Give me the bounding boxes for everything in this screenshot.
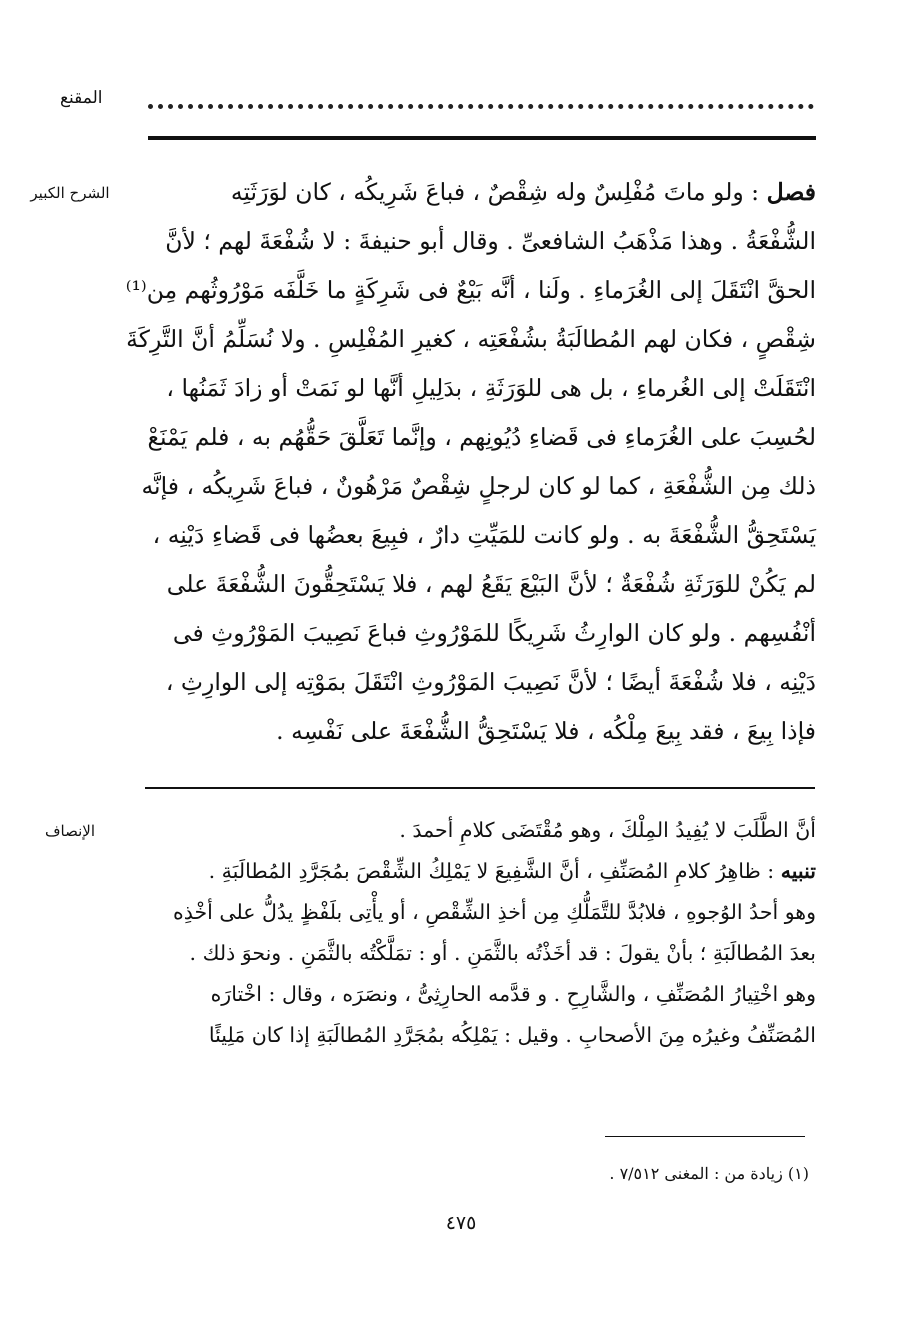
insaf-text-block <box>140 810 816 1056</box>
insaf-line-text: : ظاهِرُ كلامِ المُصَنِّفِ ، أنَّ الشَّفِيعَ لا يَمْلِكُ الشِّقْصَ بمُجَرَّدِ المُطالَبَةِ . <box>208 859 775 883</box>
sharh-line: أنْفُسِهم . ولو كان الوارِثُ شَرِيكًا للمَوْرُوثِ فباعَ نَصِيبَ المَوْرُوثِ فى <box>172 619 816 647</box>
sharh-line: ذلك مِن الشُّفْعَةِ ، كما لو كان لرجلٍ شِقْصٌ مَرْهُونٌ ، فباعَ شَرِيكُه ، فإنَّه <box>141 472 816 500</box>
sharh-line: لم يَكُنْ للوَرَثَةِ شُفْعَةٌ ؛ لأنَّ البَيْعَ يَقَعُ لهم ، فلا يَسْتَحِقُّونَ الشُّفْعَةَ على <box>166 570 816 598</box>
sharh-line: فإذا بِيعَ ، فقد بِيعَ مِلْكُه ، فلا يَسْتَحِقُّ الشُّفْعَةَ على نَفْسِه . <box>276 717 816 745</box>
insaf-line: بعدَ المُطالَبَةِ ؛ بأنْ يقولَ : قد أخَذْتُه بالثَّمَنِ . أو : تمَلَّكْتُه بالثَّمَنِ . ونحوَ ذلك . <box>189 941 816 965</box>
sharh-line: دَيْنِه ، فلا شُفْعَةَ أيضًا ؛ لأنَّ نَصِيبَ المَوْرُوثِ انْتَقَلَ بمَوْتِه إلى الوارِثِ ، <box>165 668 816 696</box>
insaf-line <box>140 851 816 892</box>
sharh-line: لحُسِبَ على الغُرَماءِ فى قَضاءِ دُيُونِهم ، وإنَّما تَعَلَّقَ حَقُّهُم به ، فلم يَمْنَعْ <box>147 423 816 451</box>
header-rule <box>148 136 816 140</box>
insaf-line: المُصَنِّفُ وغيرُه مِنَ الأصحابِ . وقيل : يَمْلِكُه بمُجَرَّدِ المُطالَبَةِ إذا كان مَلِيئًا <box>208 1023 816 1047</box>
sharh-line: يَسْتَحِقُّ الشُّفْعَةَ به . ولو كانت للمَيِّتِ دارٌ ، فبِيعَ بعضُها فى قَضاءِ دَيْنِه ، <box>152 521 816 549</box>
sharh-line: الشُّفْعَةُ . وهذا مَذْهَبُ الشافعىِّ . وقال أبو حنيفةَ : لا شُفْعَةَ لهم ؛ لأنَّ <box>165 227 816 255</box>
section-divider <box>145 787 815 789</box>
sharh-line: الحقَّ انْتَقَلَ إلى الغُرَماءِ . ولَنا ، أنَّه بَيْعٌ فى شَرِكَةٍ ما خَلَّفَه مَوْرُوثُهم مِن⁽¹⁾ <box>125 276 816 304</box>
page-number: ٤٧٥ <box>445 1212 477 1234</box>
sharh-line <box>140 168 816 217</box>
footnote: (١) زيادة من : المغنى ٧/٥١٢ . <box>609 1164 809 1183</box>
sharh-line: شِقْصٍ ، فكان لهم المُطالَبَةُ بشُفْعَتِه ، كغيرِ المُفْلِسِ . ولا نُسَلِّمُ أنَّ التَّرِكَةَ <box>126 325 816 353</box>
side-label-sharh: الشرح الكبير <box>30 184 110 202</box>
insaf-line: وهو اخْتِيارُ المُصَنِّفِ ، والشَّارِحِ . و قدَّمه الحارِثِىُّ ، ونصَرَه ، وقال : اخْتارَه <box>210 982 816 1006</box>
insaf-line: أنَّ الطَّلَبَ لا يُفِيدُ المِلْكَ ، وهو مُقْتَضَى كلامِ أحمدَ . <box>399 818 816 842</box>
header-title: المقنع <box>60 88 103 108</box>
sharh-text-block <box>125 168 816 756</box>
section-heading-fasl: فصل <box>766 178 816 206</box>
sharh-line-text: : ولو ماتَ مُفْلِسٌ وله شِقْصٌ ، فباعَ شَرِيكُه ، كان لوَرَثَتِه <box>230 178 760 206</box>
sharh-line: انْتَقَلَتْ إلى الغُرماءِ ، بل هى للوَرَثَةِ ، بدَلِيلِ أنَّها لو نَمَتْ أو زادَ ثَمَنُها ، <box>166 374 816 402</box>
insaf-line: وهو أحدُ الوُجوهِ ، فلابُدَّ للتَّمَلُّكِ مِن أخذِ الشِّقْصِ ، أو يأْتِى بلَفْظٍ يدُلُّ على أخْذِه <box>173 900 816 924</box>
tanbih-heading: تنبيه <box>780 859 816 883</box>
header-dotted-leader <box>148 92 814 109</box>
side-label-insaf: الإنصاف <box>44 822 96 840</box>
footnote-rule <box>605 1136 805 1137</box>
